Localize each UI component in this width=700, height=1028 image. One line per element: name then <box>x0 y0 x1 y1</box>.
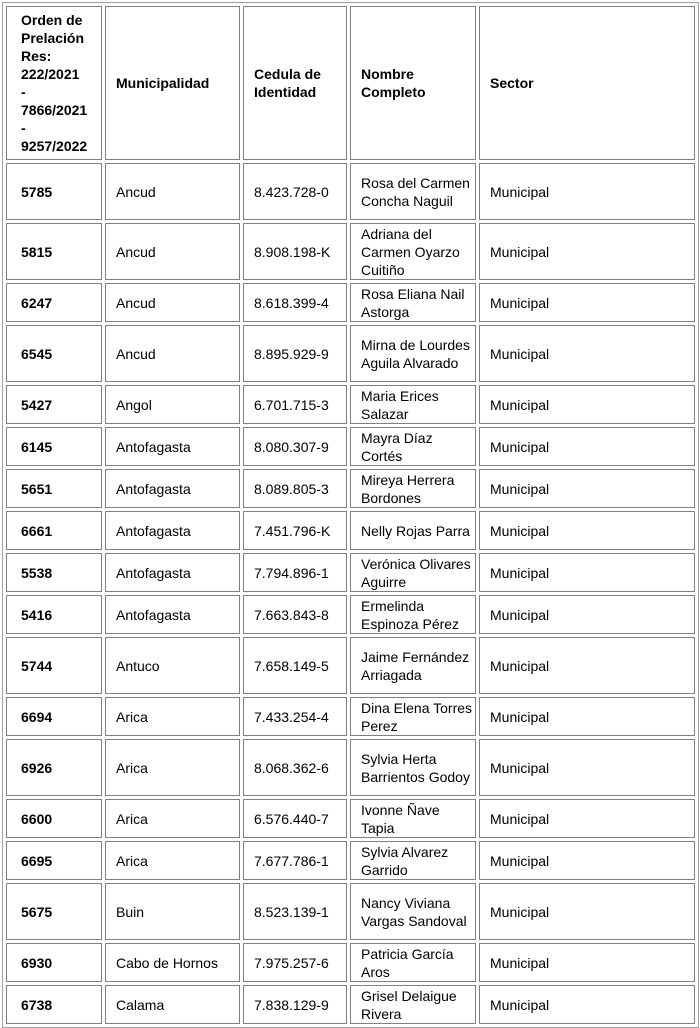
table-row <box>6 985 695 1024</box>
cell-nombre: Jaime Fernández Arriagada <box>350 637 476 694</box>
cell-nombre: Mayra Díaz Cortés <box>350 427 476 466</box>
cell-orden: 6600 <box>6 799 102 838</box>
cell-sector: Municipal <box>479 385 695 424</box>
cell-cedula: 8.908.198-K <box>243 223 347 280</box>
cell-municipalidad: Angol <box>105 385 240 424</box>
cell-sector: Municipal <box>479 985 695 1024</box>
header-orden-line: Prelación <box>21 30 85 46</box>
table-row <box>6 223 695 280</box>
cell-municipalidad: Ancud <box>105 163 240 220</box>
cell-orden: 6694 <box>6 697 102 736</box>
cell-orden: 6930 <box>6 943 102 982</box>
cell-orden: 6695 <box>6 841 102 880</box>
cell-nombre: Ermelinda Espinoza Pérez <box>350 595 476 634</box>
cell-nombre: Patricia García Aros <box>350 943 476 982</box>
cell-sector: Municipal <box>479 553 695 592</box>
header-orden-line: - <box>21 84 26 100</box>
header-orden-line: - <box>21 120 26 136</box>
cell-nombre: Rosa del Carmen Concha Naguil <box>350 163 476 220</box>
cell-nombre: Maria Erices Salazar <box>350 385 476 424</box>
cell-nombre: Sylvia Alvarez Garrido <box>350 841 476 880</box>
cell-cedula: 8.089.805-3 <box>243 469 347 508</box>
cell-nombre: Adriana del Carmen Oyarzo Cuitiño <box>350 223 476 280</box>
header-orden-line: 222/2021 <box>21 66 80 82</box>
cell-orden: 5416 <box>6 595 102 634</box>
cell-orden: 6545 <box>6 325 102 382</box>
cell-cedula: 6.576.440-7 <box>243 799 347 838</box>
header-orden-line: Orden de <box>21 12 83 28</box>
cell-nombre: Mirna de Lourdes Aguila Alvarado <box>350 325 476 382</box>
cell-sector: Municipal <box>479 799 695 838</box>
cell-cedula: 6.701.715-3 <box>243 385 347 424</box>
table-row <box>6 595 695 634</box>
cell-municipalidad: Antofagasta <box>105 427 240 466</box>
cell-cedula: 7.975.257-6 <box>243 943 347 982</box>
cell-sector: Municipal <box>479 427 695 466</box>
cell-cedula: 7.451.796-K <box>243 511 347 550</box>
cell-municipalidad: Antofagasta <box>105 469 240 508</box>
table-row <box>6 325 695 382</box>
header-cedula: Cedula de Identidad <box>243 6 347 160</box>
cell-sector: Municipal <box>479 739 695 796</box>
table-row <box>6 469 695 508</box>
cell-cedula: 7.677.786-1 <box>243 841 347 880</box>
table-row <box>6 553 695 592</box>
cell-cedula: 7.433.254-4 <box>243 697 347 736</box>
cell-orden: 6661 <box>6 511 102 550</box>
cell-orden: 6247 <box>6 283 102 322</box>
cell-sector: Municipal <box>479 637 695 694</box>
header-nombre: Nombre Completo <box>350 6 476 160</box>
cell-orden: 6145 <box>6 427 102 466</box>
cell-cedula: 8.080.307-9 <box>243 427 347 466</box>
cell-orden: 5651 <box>6 469 102 508</box>
cell-nombre: Mireya Herrera Bordones <box>350 469 476 508</box>
cell-orden: 5538 <box>6 553 102 592</box>
header-municipalidad: Municipalidad <box>105 6 240 160</box>
cell-sector: Municipal <box>479 325 695 382</box>
cell-orden: 5427 <box>6 385 102 424</box>
prelacion-table <box>2 2 699 1028</box>
cell-municipalidad: Arica <box>105 841 240 880</box>
cell-municipalidad: Cabo de Hornos <box>105 943 240 982</box>
cell-sector: Municipal <box>479 511 695 550</box>
cell-cedula: 7.658.149-5 <box>243 637 347 694</box>
cell-municipalidad: Ancud <box>105 223 240 280</box>
cell-orden: 5675 <box>6 883 102 940</box>
table-row <box>6 883 695 940</box>
header-orden-line: 9257/2022 <box>21 138 88 154</box>
table-body <box>6 163 695 1024</box>
cell-cedula: 7.838.129-9 <box>243 985 347 1024</box>
cell-nombre: Nancy Viviana Vargas Sandoval <box>350 883 476 940</box>
cell-nombre: Nelly Rojas Parra <box>350 511 476 550</box>
cell-nombre: Ivonne Ñave Tapia <box>350 799 476 838</box>
cell-sector: Municipal <box>479 883 695 940</box>
cell-sector: Municipal <box>479 283 695 322</box>
header-orden-line: 7866/2021 <box>21 102 88 118</box>
cell-municipalidad: Antuco <box>105 637 240 694</box>
cell-sector: Municipal <box>479 943 695 982</box>
table-row <box>6 739 695 796</box>
cell-municipalidad: Antofagasta <box>105 595 240 634</box>
header-sector: Sector <box>479 6 695 160</box>
table-row <box>6 427 695 466</box>
cell-orden: 5815 <box>6 223 102 280</box>
cell-municipalidad: Antofagasta <box>105 553 240 592</box>
cell-cedula: 8.895.929-9 <box>243 325 347 382</box>
cell-orden: 6738 <box>6 985 102 1024</box>
cell-municipalidad: Arica <box>105 739 240 796</box>
cell-municipalidad: Ancud <box>105 325 240 382</box>
cell-municipalidad: Arica <box>105 799 240 838</box>
cell-nombre: Rosa Eliana Nail Astorga <box>350 283 476 322</box>
cell-municipalidad: Buin <box>105 883 240 940</box>
cell-orden: 6926 <box>6 739 102 796</box>
cell-orden: 5785 <box>6 163 102 220</box>
cell-cedula: 8.523.139-1 <box>243 883 347 940</box>
table-row <box>6 943 695 982</box>
header-orden <box>6 6 102 160</box>
cell-cedula: 8.618.399-4 <box>243 283 347 322</box>
cell-sector: Municipal <box>479 697 695 736</box>
table-row <box>6 841 695 880</box>
cell-cedula: 7.794.896-1 <box>243 553 347 592</box>
cell-orden: 5744 <box>6 637 102 694</box>
table-row <box>6 163 695 220</box>
cell-nombre: Dina Elena Torres Perez <box>350 697 476 736</box>
cell-sector: Municipal <box>479 163 695 220</box>
cell-municipalidad: Antofagasta <box>105 511 240 550</box>
table-row <box>6 511 695 550</box>
header-row <box>6 6 695 160</box>
cell-cedula: 7.663.843-8 <box>243 595 347 634</box>
cell-municipalidad: Calama <box>105 985 240 1024</box>
table-row <box>6 697 695 736</box>
cell-sector: Municipal <box>479 595 695 634</box>
cell-municipalidad: Arica <box>105 697 240 736</box>
table-row <box>6 799 695 838</box>
cell-municipalidad: Ancud <box>105 283 240 322</box>
table-row <box>6 385 695 424</box>
table-row <box>6 283 695 322</box>
cell-nombre: Verónica Olivares Aguirre <box>350 553 476 592</box>
cell-cedula: 8.423.728-0 <box>243 163 347 220</box>
cell-sector: Municipal <box>479 223 695 280</box>
cell-sector: Municipal <box>479 841 695 880</box>
table-row <box>6 637 695 694</box>
header-orden-line: Res: <box>21 48 52 64</box>
cell-nombre: Sylvia Herta Barrientos Godoy <box>350 739 476 796</box>
cell-nombre: Grisel Delaigue Rivera <box>350 985 476 1024</box>
cell-sector: Municipal <box>479 469 695 508</box>
cell-cedula: 8.068.362-6 <box>243 739 347 796</box>
